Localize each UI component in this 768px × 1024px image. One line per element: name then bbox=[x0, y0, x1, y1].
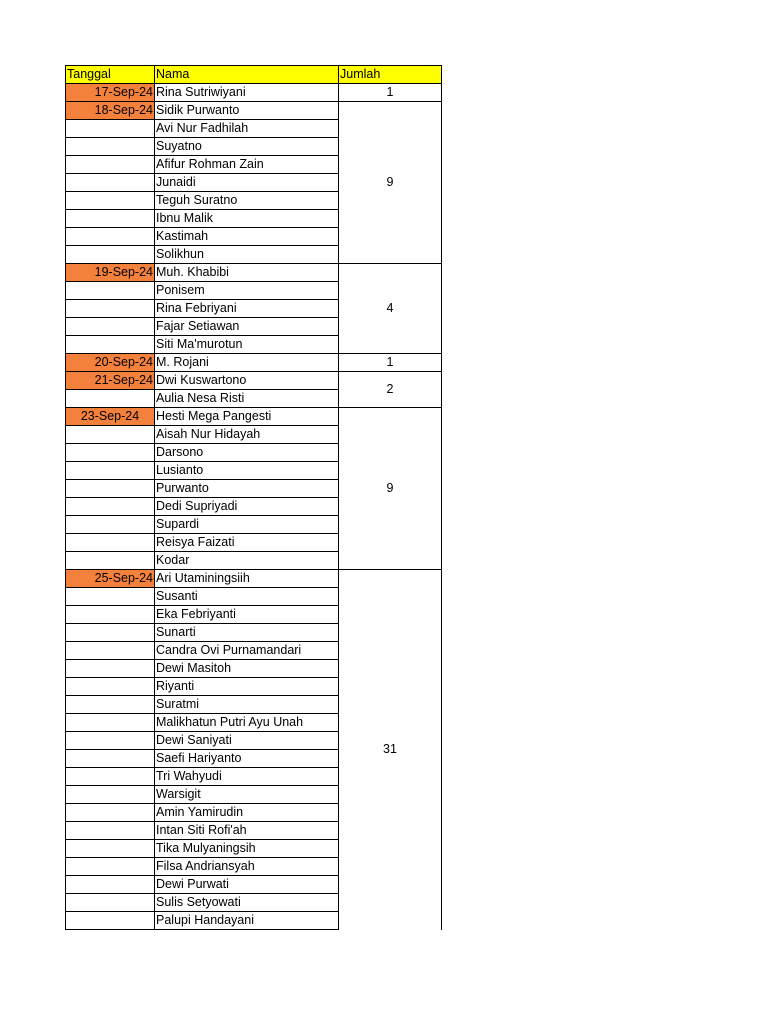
table-row bbox=[66, 264, 442, 282]
date-cell[interactable]: 23-Sep-24 bbox=[66, 408, 155, 426]
name-cell[interactable]: Tika Mulyaningsih bbox=[155, 840, 339, 858]
name-cell[interactable]: Suyatno bbox=[155, 138, 339, 156]
date-cell[interactable] bbox=[66, 912, 155, 930]
name-cell[interactable]: Muh. Khabibi bbox=[155, 264, 339, 282]
date-cell[interactable] bbox=[66, 642, 155, 660]
date-cell[interactable] bbox=[66, 336, 155, 354]
date-cell[interactable] bbox=[66, 678, 155, 696]
date-cell[interactable] bbox=[66, 876, 155, 894]
date-cell[interactable]: 20-Sep-24 bbox=[66, 354, 155, 372]
name-cell[interactable]: Amin Yamirudin bbox=[155, 804, 339, 822]
name-cell[interactable]: Avi Nur Fadhilah bbox=[155, 120, 339, 138]
date-cell[interactable] bbox=[66, 444, 155, 462]
date-cell[interactable] bbox=[66, 660, 155, 678]
name-cell[interactable]: Malikhatun Putri Ayu Unah bbox=[155, 714, 339, 732]
name-cell[interactable]: Hesti Mega Pangesti bbox=[155, 408, 339, 426]
name-cell[interactable]: Riyanti bbox=[155, 678, 339, 696]
table-row bbox=[66, 354, 442, 372]
name-cell[interactable]: Purwanto bbox=[155, 480, 339, 498]
name-cell[interactable]: Solikhun bbox=[155, 246, 339, 264]
name-cell[interactable]: Junaidi bbox=[155, 174, 339, 192]
date-cell[interactable] bbox=[66, 804, 155, 822]
count-cell[interactable]: 2 bbox=[339, 372, 442, 408]
name-cell[interactable]: Intan Siti Rofi'ah bbox=[155, 822, 339, 840]
name-cell[interactable]: Sidik Purwanto bbox=[155, 102, 339, 120]
name-cell[interactable]: Candra Ovi Purnamandari bbox=[155, 642, 339, 660]
name-cell[interactable]: Supardi bbox=[155, 516, 339, 534]
date-cell[interactable] bbox=[66, 498, 155, 516]
name-cell[interactable]: Aisah Nur Hidayah bbox=[155, 426, 339, 444]
date-cell[interactable]: 19-Sep-24 bbox=[66, 264, 155, 282]
name-cell[interactable]: Saefi Hariyanto bbox=[155, 750, 339, 768]
name-cell[interactable]: Warsigit bbox=[155, 786, 339, 804]
header-row bbox=[66, 66, 442, 84]
name-cell[interactable]: Tri Wahyudi bbox=[155, 768, 339, 786]
name-cell[interactable]: Dwi Kuswartono bbox=[155, 372, 339, 390]
date-cell[interactable] bbox=[66, 714, 155, 732]
name-cell[interactable]: Dewi Purwati bbox=[155, 876, 339, 894]
count-cell[interactable]: 31 bbox=[339, 570, 442, 930]
table-row bbox=[66, 84, 442, 102]
name-cell[interactable]: Dewi Masitoh bbox=[155, 660, 339, 678]
date-cell[interactable] bbox=[66, 246, 155, 264]
count-cell[interactable]: 9 bbox=[339, 408, 442, 570]
count-cell[interactable]: 1 bbox=[339, 84, 442, 102]
name-cell[interactable]: Darsono bbox=[155, 444, 339, 462]
name-cell[interactable]: Suratmi bbox=[155, 696, 339, 714]
date-cell[interactable] bbox=[66, 138, 155, 156]
name-cell[interactable]: Filsa Andriansyah bbox=[155, 858, 339, 876]
table-row bbox=[66, 570, 442, 588]
date-cell[interactable] bbox=[66, 624, 155, 642]
name-cell[interactable]: Teguh Suratno bbox=[155, 192, 339, 210]
name-cell[interactable]: Palupi Handayani bbox=[155, 912, 339, 930]
table-body bbox=[66, 66, 442, 930]
date-cell[interactable] bbox=[66, 822, 155, 840]
date-cell[interactable] bbox=[66, 516, 155, 534]
date-cell[interactable]: 18-Sep-24 bbox=[66, 102, 155, 120]
header-cell-count[interactable]: Jumlah bbox=[339, 66, 442, 84]
date-cell[interactable]: 25-Sep-24 bbox=[66, 570, 155, 588]
name-cell[interactable]: Susanti bbox=[155, 588, 339, 606]
date-cell[interactable] bbox=[66, 480, 155, 498]
date-cell[interactable] bbox=[66, 732, 155, 750]
date-cell[interactable]: 17-Sep-24 bbox=[66, 84, 155, 102]
date-cell[interactable] bbox=[66, 840, 155, 858]
date-cell[interactable] bbox=[66, 588, 155, 606]
date-cell[interactable] bbox=[66, 174, 155, 192]
name-cell[interactable]: Sulis Setyowati bbox=[155, 894, 339, 912]
attendance-table bbox=[65, 65, 442, 930]
table-row bbox=[66, 408, 442, 426]
date-cell[interactable] bbox=[66, 390, 155, 408]
name-cell[interactable]: Rina Sutriwiyani bbox=[155, 84, 339, 102]
name-cell[interactable]: Dedi Supriyadi bbox=[155, 498, 339, 516]
table-row bbox=[66, 372, 442, 390]
date-cell[interactable] bbox=[66, 192, 155, 210]
count-cell[interactable]: 1 bbox=[339, 354, 442, 372]
date-cell[interactable] bbox=[66, 318, 155, 336]
name-cell[interactable]: Rina Febriyani bbox=[155, 300, 339, 318]
count-cell[interactable]: 9 bbox=[339, 102, 442, 264]
date-cell[interactable] bbox=[66, 228, 155, 246]
date-cell[interactable] bbox=[66, 210, 155, 228]
name-cell[interactable]: Fajar Setiawan bbox=[155, 318, 339, 336]
name-cell[interactable]: Dewi Saniyati bbox=[155, 732, 339, 750]
name-cell[interactable]: Siti Ma'murotun bbox=[155, 336, 339, 354]
header-cell-name[interactable]: Nama bbox=[155, 66, 339, 84]
date-cell[interactable] bbox=[66, 534, 155, 552]
table-row bbox=[66, 102, 442, 120]
name-cell[interactable]: Ponisem bbox=[155, 282, 339, 300]
header-cell-date[interactable]: Tanggal bbox=[66, 66, 155, 84]
date-cell[interactable] bbox=[66, 894, 155, 912]
date-cell[interactable] bbox=[66, 462, 155, 480]
date-cell[interactable] bbox=[66, 696, 155, 714]
date-cell[interactable] bbox=[66, 750, 155, 768]
name-cell[interactable]: Sunarti bbox=[155, 624, 339, 642]
name-cell[interactable]: Kastimah bbox=[155, 228, 339, 246]
date-cell[interactable] bbox=[66, 606, 155, 624]
count-cell[interactable]: 4 bbox=[339, 264, 442, 354]
name-cell[interactable]: Ari Utaminingsiih bbox=[155, 570, 339, 588]
name-cell[interactable]: Eka Febriyanti bbox=[155, 606, 339, 624]
date-cell[interactable] bbox=[66, 120, 155, 138]
name-cell[interactable]: M. Rojani bbox=[155, 354, 339, 372]
date-cell[interactable] bbox=[66, 786, 155, 804]
date-cell[interactable]: 21-Sep-24 bbox=[66, 372, 155, 390]
date-cell[interactable] bbox=[66, 156, 155, 174]
name-cell[interactable]: Lusianto bbox=[155, 462, 339, 480]
date-cell[interactable] bbox=[66, 552, 155, 570]
date-cell[interactable] bbox=[66, 858, 155, 876]
name-cell[interactable]: Reisya Faizati bbox=[155, 534, 339, 552]
date-cell[interactable] bbox=[66, 282, 155, 300]
name-cell[interactable]: Aulia Nesa Risti bbox=[155, 390, 339, 408]
name-cell[interactable]: Ibnu Malik bbox=[155, 210, 339, 228]
name-cell[interactable]: Afifur Rohman Zain bbox=[155, 156, 339, 174]
date-cell[interactable] bbox=[66, 768, 155, 786]
date-cell[interactable] bbox=[66, 426, 155, 444]
date-cell[interactable] bbox=[66, 300, 155, 318]
name-cell[interactable]: Kodar bbox=[155, 552, 339, 570]
